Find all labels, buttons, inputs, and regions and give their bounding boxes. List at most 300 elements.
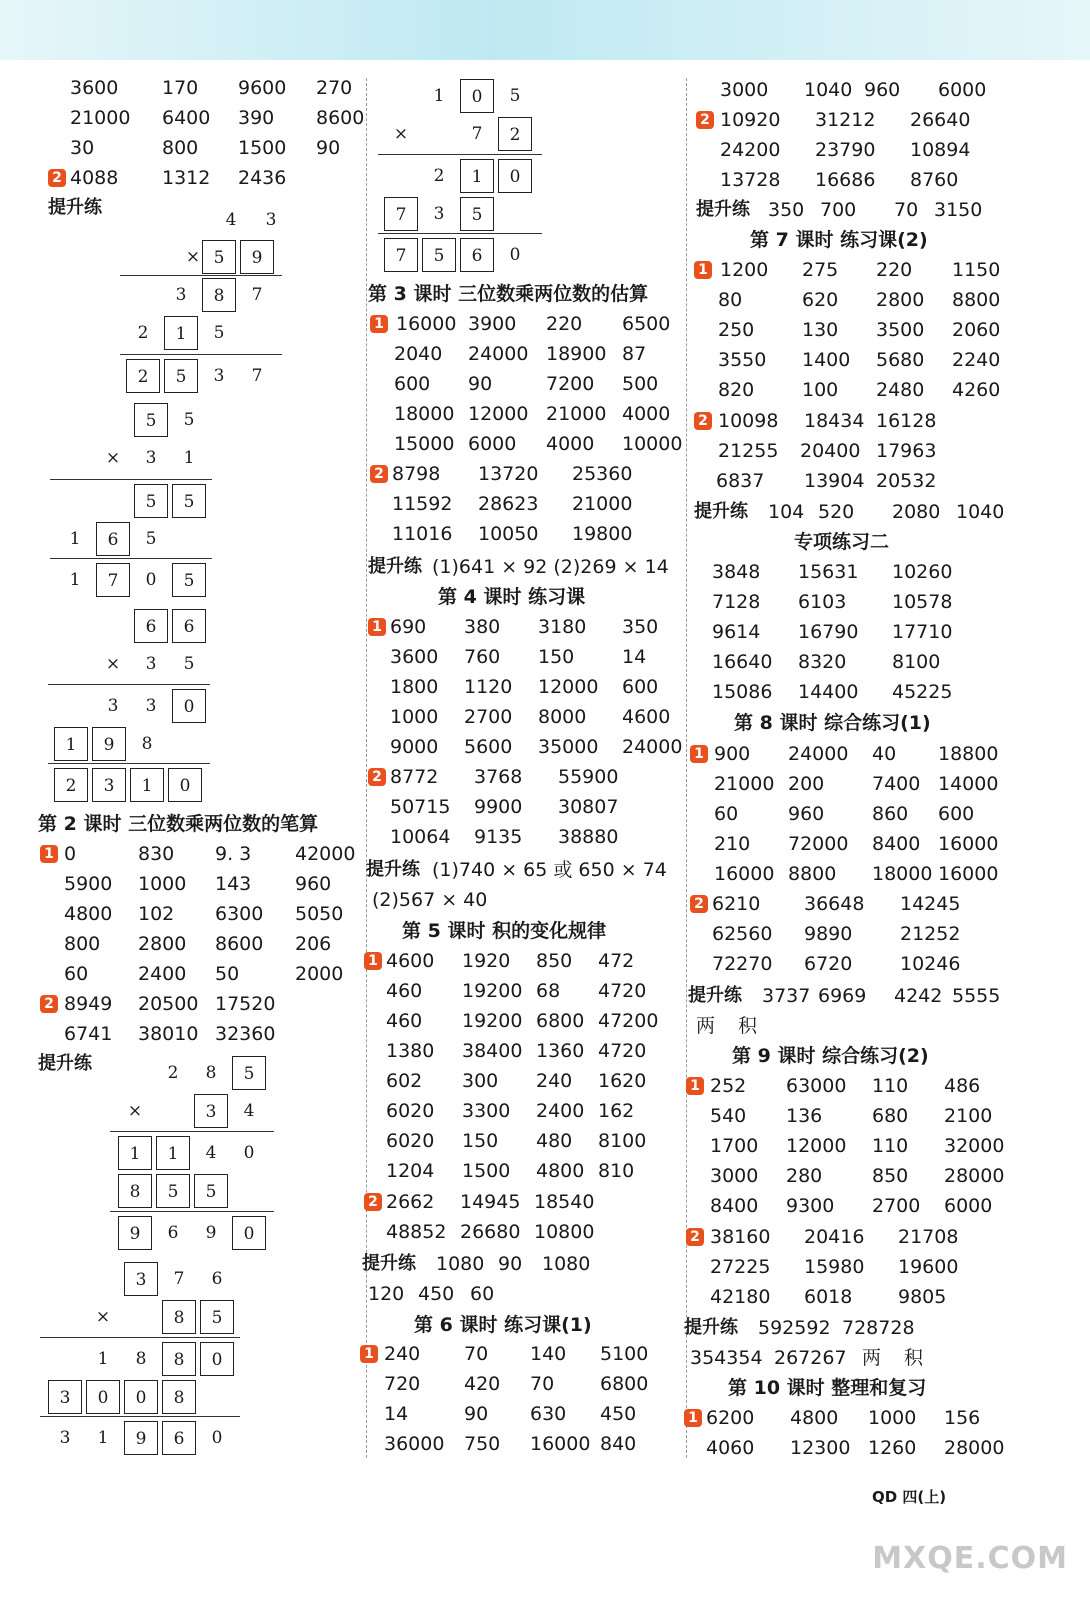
answer-value: 16128: [876, 410, 937, 432]
filled-digit-box: 6: [162, 1421, 196, 1455]
question-number-badge: 1: [368, 618, 386, 636]
digit: 3: [433, 204, 445, 224]
digit: 5: [213, 323, 225, 343]
answer-value: 21000: [70, 107, 131, 129]
digit: 3: [145, 448, 157, 468]
answer-value: 90: [468, 373, 493, 395]
answer-value: 0: [64, 843, 77, 865]
digit: 0: [145, 570, 157, 590]
answer-value: 592592: [758, 1317, 831, 1339]
answer-value: 9. 3: [215, 843, 252, 865]
filled-digit-box: 5: [156, 1174, 190, 1208]
answer-value: 1000: [390, 706, 439, 728]
filled-digit-box: 7: [384, 238, 418, 272]
answer-value: 30: [70, 137, 95, 159]
lesson-heading: 第 10 课时 整理和复习: [728, 1377, 927, 1399]
digit: 2: [167, 1063, 179, 1083]
filled-digit-box: 0: [172, 689, 206, 723]
answer-value: 30807: [558, 796, 619, 818]
answer-value: 3000: [720, 79, 769, 101]
answer-value: 26680: [460, 1221, 521, 1243]
answer-value: 9900: [474, 796, 523, 818]
answer-value: 9890: [804, 923, 853, 945]
calc-rule-line: [378, 154, 542, 155]
answer-value: 900: [714, 743, 751, 765]
answer-value: 20532: [876, 470, 937, 492]
answer-value: 1620: [598, 1070, 647, 1092]
answer-value: 8600: [215, 933, 264, 955]
answer-value: 104: [768, 501, 805, 523]
question-number-badge: 1: [364, 952, 382, 970]
digit: 1: [183, 448, 195, 468]
answer-value: 38010: [138, 1023, 199, 1045]
answer-value: 280: [786, 1165, 823, 1187]
digit: 3: [175, 285, 187, 305]
answer-value: 32000: [944, 1135, 1005, 1157]
question-number-badge: 1: [686, 1077, 704, 1095]
digit: 5: [183, 410, 195, 430]
answer-value: 620: [802, 289, 839, 311]
answer-value: 6000: [938, 79, 987, 101]
answer-value: 32360: [215, 1023, 276, 1045]
filled-digit-box: 2: [126, 359, 160, 393]
answer-value: 460: [386, 980, 423, 1002]
calc-rule-line: [120, 354, 282, 355]
answer-value: 11016: [392, 523, 453, 545]
answer-value: 55900: [558, 766, 619, 788]
answer-value: 354354: [690, 1347, 763, 1369]
answer-value: 275: [802, 259, 839, 281]
answer-value: 10000: [622, 433, 683, 455]
answer-value: 728728: [842, 1317, 915, 1339]
digit: 3: [59, 1428, 71, 1448]
calc-rule-line: [110, 1211, 274, 1212]
answer-value: 3180: [538, 616, 587, 638]
answer-value: 10260: [892, 561, 953, 583]
answer-value: 1312: [162, 167, 211, 189]
answer-value: 600: [938, 803, 975, 825]
answer-value: 18434: [804, 410, 865, 432]
digit: 5: [145, 529, 157, 549]
answer-value: 8100: [892, 651, 941, 673]
answer-value: 72270: [712, 953, 773, 975]
answer-value: 40: [872, 743, 897, 765]
answer-value: 12000: [786, 1135, 847, 1157]
filled-digit-box: 6: [96, 522, 130, 556]
answer-value: 800: [162, 137, 199, 159]
answer-value: 14945: [460, 1191, 521, 1213]
answer-value: 2240: [952, 349, 1001, 371]
book-code: QD 四(上): [872, 1488, 947, 1506]
answer-value: 72000: [788, 833, 849, 855]
answer-value: 840: [600, 1433, 637, 1455]
answer-value: 450: [600, 1403, 637, 1425]
answer-value: 8600: [316, 107, 365, 129]
answer-value: 16790: [798, 621, 859, 643]
filled-digit-box: 7: [384, 197, 418, 231]
answer-value: 300: [462, 1070, 499, 1092]
answer-value: 130: [802, 319, 839, 341]
answer-value: 1260: [868, 1437, 917, 1459]
filled-digit-box: 8: [162, 1342, 196, 1376]
answer-value: 3000: [710, 1165, 759, 1187]
digit: 3: [145, 696, 157, 716]
answer-value: 11592: [392, 493, 453, 515]
lesson-heading: 专项练习二: [794, 531, 890, 553]
calc-rule-line: [48, 763, 210, 764]
column-divider-2: [686, 78, 687, 1458]
answer-value: 140: [530, 1343, 567, 1365]
answer-value: 6837: [716, 470, 765, 492]
answer-value: 830: [138, 843, 175, 865]
digit: 5: [509, 86, 521, 106]
digit: 6: [167, 1223, 179, 1243]
digit: 6: [211, 1269, 223, 1289]
filled-digit-box: 5: [164, 359, 198, 393]
answer-value: 2080: [892, 501, 941, 523]
answer-value: 20416: [804, 1226, 865, 1248]
answer-value: 6018: [804, 1286, 853, 1308]
answer-value: 21255: [718, 440, 779, 462]
answer-value: 4600: [622, 706, 671, 728]
answer-value: 8000: [538, 706, 587, 728]
answer-value: 2060: [952, 319, 1001, 341]
answer-value: 120: [368, 1283, 405, 1305]
answer-value: 60: [64, 963, 89, 985]
answer-value: 2800: [138, 933, 187, 955]
answer-value: 12000: [468, 403, 529, 425]
answer-value: 6103: [798, 591, 847, 613]
answer-value: 18800: [938, 743, 999, 765]
answer-value: 80: [718, 289, 743, 311]
answer-value: 13904: [804, 470, 865, 492]
answer-value: 6500: [622, 313, 671, 335]
filled-digit-box: 0: [124, 1380, 158, 1414]
answer-value: 5100: [600, 1343, 649, 1365]
filled-digit-box: 1: [130, 768, 164, 802]
tisheng-label: 提升练: [368, 556, 422, 577]
answer-value: 10920: [720, 109, 781, 131]
question-number-badge: 2: [368, 768, 386, 786]
answer-value: 4720: [598, 1040, 647, 1062]
digit: 3: [107, 696, 119, 716]
filled-digit-box: 5: [460, 197, 494, 231]
answer-value: 350: [768, 199, 805, 221]
answer-value: 6210: [712, 893, 761, 915]
answer-value: 1000: [138, 873, 187, 895]
filled-digit-box: 1: [156, 1136, 190, 1170]
answer-value: 24000: [788, 743, 849, 765]
answer-value: 42180: [710, 1286, 771, 1308]
filled-digit-box: 1: [164, 316, 198, 350]
answer-value: 70: [894, 199, 919, 221]
answer-value: 9600: [238, 77, 287, 99]
answer-value: 1040: [956, 501, 1005, 523]
answer-value: 38880: [558, 826, 619, 848]
filled-digit-box: 6: [134, 609, 168, 643]
answer-value: 14: [384, 1403, 409, 1425]
answer-value: 3600: [390, 646, 439, 668]
answer-value: 6020: [386, 1130, 435, 1152]
digit: 3: [265, 210, 277, 230]
answer-value: 42000: [295, 843, 356, 865]
filled-digit-box: 8: [118, 1174, 152, 1208]
answer-value: 10800: [534, 1221, 595, 1243]
answer-value: 486: [944, 1075, 981, 1097]
lesson-heading: 第 5 课时 积的变化规律: [402, 920, 607, 942]
answer-value: 270: [316, 77, 353, 99]
answer-value: 472: [598, 950, 635, 972]
answer-value: 100: [802, 379, 839, 401]
answer-value: 2662: [386, 1191, 435, 1213]
answer-value: 两: [696, 1015, 716, 1037]
answer-value: 10098: [718, 410, 779, 432]
tisheng-label: 提升练: [362, 1253, 416, 1274]
answer-value: 17963: [876, 440, 937, 462]
filled-digit-box: 3: [124, 1262, 158, 1296]
answer-value: 19200: [462, 1010, 523, 1032]
answer-value: 1150: [952, 259, 1001, 281]
digit: 0: [509, 245, 521, 265]
answer-value: 12300: [790, 1437, 851, 1459]
filled-digit-box: 3: [92, 768, 126, 802]
filled-digit-box: 0: [86, 1380, 120, 1414]
answer-value: 800: [64, 933, 101, 955]
answer-value: 850: [872, 1165, 909, 1187]
answer-value: 1360: [536, 1040, 585, 1062]
answer-value: 16686: [815, 169, 876, 191]
answer-value: 积: [904, 1347, 924, 1369]
answer-value: 210: [714, 833, 751, 855]
answer-value: 1920: [462, 950, 511, 972]
answer-value: 170: [162, 77, 199, 99]
answer-value: 750: [464, 1433, 501, 1455]
filled-digit-box: 0: [200, 1342, 234, 1376]
calc-rule-line: [50, 479, 212, 480]
answer-value: 3600: [70, 77, 119, 99]
answer-value: 90: [316, 137, 341, 159]
answer-value: 136: [786, 1105, 823, 1127]
digit: 3: [213, 366, 225, 386]
answer-value: 700: [820, 199, 857, 221]
answer-value: 1800: [390, 676, 439, 698]
filled-digit-box: 5: [422, 238, 456, 272]
answer-value: 24000: [468, 343, 529, 365]
lesson-heading: 第 3 课时 三位数乘两位数的估算: [368, 283, 649, 305]
answer-value: 18900: [546, 343, 607, 365]
digit: 8: [205, 1063, 217, 1083]
tisheng-label: 提升练: [48, 197, 102, 218]
digit: 7: [251, 285, 263, 305]
answer-value: 21252: [900, 923, 961, 945]
column-divider-1: [366, 78, 367, 1458]
answer-value: 760: [464, 646, 501, 668]
digit: 2: [433, 166, 445, 186]
filled-digit-box: 7: [96, 563, 130, 597]
answer-value: 6020: [386, 1100, 435, 1122]
question-number-badge: 2: [686, 1228, 704, 1246]
answer-value: 2480: [876, 379, 925, 401]
answer-value: 8800: [952, 289, 1001, 311]
answer-value: 8760: [910, 169, 959, 191]
answer-value: 8949: [64, 993, 113, 1015]
tisheng-answer: (2)567 × 40: [372, 889, 488, 911]
answer-value: 850: [536, 950, 573, 972]
answer-value: 960: [864, 79, 901, 101]
answer-value: 680: [872, 1105, 909, 1127]
digit: 0: [211, 1428, 223, 1448]
calc-rule-line: [50, 558, 212, 559]
answer-value: 积: [738, 1015, 758, 1037]
filled-digit-box: 0: [460, 79, 494, 113]
answer-value: 630: [530, 1403, 567, 1425]
answer-value: 540: [710, 1105, 747, 1127]
answer-value: 6969: [818, 985, 867, 1007]
answer-value: 14000: [938, 773, 999, 795]
answer-value: 8400: [710, 1195, 759, 1217]
answer-value: 200: [788, 773, 825, 795]
answer-value: 520: [818, 501, 855, 523]
answer-value: 420: [464, 1373, 501, 1395]
answer-value: 50: [215, 963, 240, 985]
tisheng-label: 提升练: [684, 1317, 738, 1338]
answer-value: 3500: [876, 319, 925, 341]
watermark: MXQE.COM: [872, 1541, 1068, 1576]
answer-value: 7128: [712, 591, 761, 613]
answer-value: 17710: [892, 621, 953, 643]
answer-value: 1000: [868, 1407, 917, 1429]
answer-value: 500: [622, 373, 659, 395]
answer-value: 5680: [876, 349, 925, 371]
answer-value: 1080: [436, 1253, 485, 1275]
answer-value: 2400: [536, 1100, 585, 1122]
digit: 4: [225, 210, 237, 230]
filled-digit-box: 5: [232, 1056, 266, 1090]
answer-value: 1200: [720, 259, 769, 281]
answer-value: 10578: [892, 591, 953, 613]
answer-value: 810: [598, 1160, 635, 1182]
answer-value: 4260: [952, 379, 1001, 401]
answer-value: 8400: [872, 833, 921, 855]
answer-value: 36648: [804, 893, 865, 915]
digit: 8: [141, 734, 153, 754]
lesson-heading: 第 4 课时 练习课: [438, 586, 586, 608]
answer-value: 8772: [390, 766, 439, 788]
calc-rule-line: [48, 684, 210, 685]
answer-value: 15000: [394, 433, 455, 455]
answer-value: 20500: [138, 993, 199, 1015]
answer-value: 240: [536, 1070, 573, 1092]
answer-value: 4720: [598, 980, 647, 1002]
answer-value: 6200: [706, 1407, 755, 1429]
answer-value: 600: [394, 373, 431, 395]
answer-value: 4000: [622, 403, 671, 425]
answer-value: 28000: [944, 1165, 1005, 1187]
answer-value: 450: [418, 1283, 455, 1305]
answer-value: 9614: [712, 621, 761, 643]
digit: ×: [95, 1307, 111, 1327]
answer-value: 14245: [900, 893, 961, 915]
answer-value: 50715: [390, 796, 451, 818]
answer-value: 16000: [714, 863, 775, 885]
answer-value: 4600: [386, 950, 435, 972]
answer-value: 13720: [478, 463, 539, 485]
answer-value: 960: [295, 873, 332, 895]
question-number-badge: 2: [48, 169, 66, 187]
answer-value: 9135: [474, 826, 523, 848]
answer-value: 250: [718, 319, 755, 341]
digit: 2: [137, 323, 149, 343]
answer-value: 87: [622, 343, 647, 365]
answer-value: 38160: [710, 1226, 771, 1248]
answer-value: 460: [386, 1010, 423, 1032]
answer-value: 1204: [386, 1160, 435, 1182]
answer-value: 2040: [394, 343, 443, 365]
answer-value: 15980: [804, 1256, 865, 1278]
answer-value: 63000: [786, 1075, 847, 1097]
question-number-badge: 2: [364, 1193, 382, 1211]
digit: 1: [69, 529, 81, 549]
digit: 1: [69, 570, 81, 590]
answer-value: 26640: [910, 109, 971, 131]
digit: ×: [185, 247, 201, 267]
answer-value: 1400: [802, 349, 851, 371]
digit: 3: [145, 654, 157, 674]
answer-value: 6741: [64, 1023, 113, 1045]
answer-value: 23790: [815, 139, 876, 161]
answer-value: 4000: [546, 433, 595, 455]
filled-digit-box: 0: [168, 768, 202, 802]
tisheng-label: 提升练: [366, 859, 420, 880]
question-number-badge: 1: [40, 845, 58, 863]
answer-value: 4800: [790, 1407, 839, 1429]
answer-value: 10050: [478, 523, 539, 545]
answer-value: 3550: [718, 349, 767, 371]
answer-value: 45225: [892, 681, 953, 703]
answer-value: 16000: [938, 863, 999, 885]
answer-value: 25360: [572, 463, 633, 485]
answer-value: 8320: [798, 651, 847, 673]
question-number-badge: 2: [694, 412, 712, 430]
answer-value: 70: [464, 1343, 489, 1365]
answer-value: 2100: [944, 1105, 993, 1127]
answer-value: 7200: [546, 373, 595, 395]
answer-value: 36000: [384, 1433, 445, 1455]
filled-digit-box: 3: [194, 1094, 228, 1128]
filled-digit-box: 2: [54, 768, 88, 802]
answer-value: 267267: [774, 1347, 847, 1369]
filled-digit-box: 5: [134, 403, 168, 437]
question-number-badge: 2: [690, 895, 708, 913]
answer-value: 38400: [462, 1040, 523, 1062]
lesson-heading: 第 8 课时 综合练习(1): [734, 712, 931, 734]
answer-value: 110: [872, 1075, 909, 1097]
answer-value: 21000: [546, 403, 607, 425]
answer-value: 21708: [898, 1226, 959, 1248]
answer-value: 9300: [786, 1195, 835, 1217]
tisheng-answer: (1)740 × 65 或 650 × 74: [432, 859, 667, 881]
digit: 7: [251, 366, 263, 386]
answer-value: 380: [464, 616, 501, 638]
answer-value: 15086: [712, 681, 773, 703]
answer-value: 960: [788, 803, 825, 825]
answer-value: 1080: [542, 1253, 591, 1275]
digit: 8: [135, 1349, 147, 1369]
answer-value: 18000: [394, 403, 455, 425]
filled-digit-box: 0: [498, 159, 532, 193]
answer-value: 110: [872, 1135, 909, 1157]
filled-digit-box: 9: [118, 1216, 152, 1250]
